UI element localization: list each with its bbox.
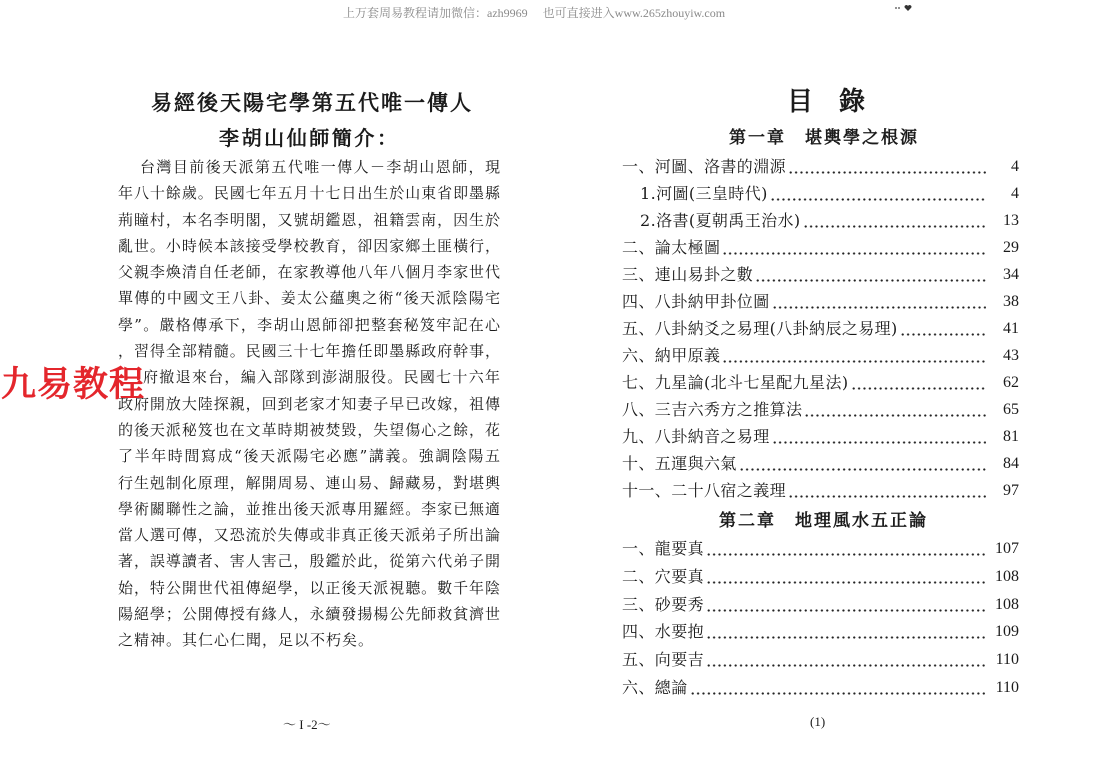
toc-entry	[622, 535, 1019, 563]
toc-entry-page: 84	[1003, 455, 1019, 472]
toc-entry-label: 1.河圖(三皇時代)	[640, 184, 768, 203]
dot-leader	[804, 396, 986, 423]
text-line: 府撤退來台，編入部隊到澎湖服役。民國七十六年	[143, 368, 500, 387]
dot-leader	[788, 477, 986, 504]
toc-entry-page: 108	[995, 595, 1019, 613]
toc-entry-page: 13	[1003, 212, 1019, 229]
dot-leader	[788, 153, 986, 180]
dot-leader	[770, 180, 986, 207]
toc-entry-label: 三、砂要秀	[622, 594, 705, 614]
toc-entry	[622, 618, 1019, 646]
text-line: 亂世。小時候本該接受學校教育，卻因家鄉土匪橫行，	[118, 236, 500, 255]
toc-entry-label: 一、河圖、洛書的淵源	[622, 157, 787, 176]
text-line: 當人選可傳，又恐流於失傳或非真正後天派弟子所出論	[118, 526, 500, 545]
toc-entry	[622, 261, 1019, 288]
toc-entry-label: 三、連山易卦之數	[622, 265, 754, 284]
text-line: 年八十餘歲。民國七年五月十七日出生於山東省即墨縣	[118, 184, 500, 203]
toc-entry-page: 43	[1003, 347, 1019, 364]
toc-entry-label: 五、八卦納爻之易理(八卦納辰之易理)	[622, 319, 898, 338]
text-line: 的後天派秘笈也在文革時期被焚毀，失望傷心之餘，花	[118, 420, 500, 439]
toc-entry-label: 二、穴要真	[622, 566, 705, 586]
toc-entry-label: 十一、二十八宿之義理	[622, 481, 787, 500]
biography-title: 易經後天陽宅學第五代唯一傳人	[151, 90, 471, 115]
text-line: 單傳的中國文王八卦、姜太公蘊奧之術“後天派陰陽宅	[118, 289, 500, 308]
dot-leader	[706, 618, 986, 646]
toc-entry	[622, 315, 1019, 342]
toc-entry-label: 十、五運與六氣	[622, 454, 737, 473]
text-line: 行生剋制化原理，解開周易、連山易、歸藏易，對堪輿	[118, 473, 500, 492]
text-line: ，習得全部精髓。民國三十七年擔任即墨縣政府幹事，	[118, 342, 500, 361]
toc-entry	[622, 234, 1019, 261]
toc-list-chapter-1	[622, 153, 1019, 504]
dot-leader	[772, 288, 986, 315]
toc-entry-label: 2.洛書(夏朝禹王治水)	[640, 211, 801, 230]
toc-entry	[622, 207, 1019, 234]
dot-leader	[772, 423, 986, 450]
biography-text	[118, 154, 500, 654]
text-line: 學”。嚴格傳承下，李胡山恩師卻把整套秘笈牢記在心	[118, 315, 500, 334]
toc-entry-label: 九、八卦納音之易理	[622, 427, 770, 446]
dot-leader	[706, 646, 986, 674]
text-line: 父親李煥清自任老師，在家教導他八年八個月李家世代	[118, 263, 500, 282]
left-page-number: ～ I -2～	[283, 717, 331, 732]
toc-entry-label: 四、水要抱	[622, 622, 705, 642]
toc-list-chapter-2	[622, 535, 1019, 702]
toc-entry	[622, 180, 1019, 207]
toc-entry	[622, 674, 1019, 702]
toc-entry-label: 一、龍要真	[622, 539, 705, 558]
toc-entry	[622, 450, 1019, 477]
dot-leader	[755, 261, 986, 288]
toc-entry-label: 六、總論	[622, 677, 688, 697]
dot-leader	[803, 207, 986, 234]
toc-entry	[622, 369, 1019, 396]
dot-leader	[722, 234, 986, 261]
toc-entry-page: 107	[995, 540, 1019, 557]
toc-entry-page: 109	[995, 623, 1019, 641]
text-line: 著，誤導讀者、害人害己，殷鑑於此，從第六代弟子開	[118, 552, 500, 571]
dot-leader	[739, 450, 986, 477]
toc-entry	[622, 423, 1019, 450]
toc-entry-page: 110	[995, 678, 1019, 696]
toc-entry	[622, 646, 1019, 674]
text-line: 始，特公開世代祖傳絕學，以正後天派視聽。數千年陰	[118, 578, 500, 597]
toc-entry-page: 4	[1011, 158, 1019, 175]
text-line: 台灣目前後天派第五代唯一傳人－李胡山恩師，現	[140, 158, 500, 176]
dot-leader	[706, 591, 986, 619]
toc-entry-page: 108	[995, 567, 1019, 585]
toc-entry	[622, 477, 1019, 504]
text-line: 陽絕學；公開傳授有緣人，永續發揚楊公先師救貧濟世	[118, 605, 500, 624]
dot-leader	[706, 535, 986, 563]
text-line: 了半年時間寫成“後天派陽宅必應”講義。強調陰陽五	[118, 447, 500, 466]
toc-entry	[622, 591, 1019, 619]
toc-entry-label: 五、向要吉	[622, 650, 705, 670]
watermark-stamp: 九易教程	[1, 365, 146, 405]
toc-entry-page: 81	[1003, 428, 1019, 445]
dot-leader	[722, 342, 986, 369]
dot-leader	[851, 369, 987, 396]
scan-mark-icon	[893, 3, 915, 13]
toc-entry-label: 六、納甲原義	[622, 346, 721, 365]
toc-entry-page: 62	[1003, 374, 1019, 391]
toc-entry	[622, 288, 1019, 315]
dot-leader	[690, 674, 986, 702]
toc-entry-page: 34	[1003, 266, 1019, 283]
chapter-heading: 第一章 堪輿學之根源	[729, 128, 919, 148]
toc-entry-page: 97	[1003, 482, 1019, 499]
toc-title: 目 錄	[787, 87, 866, 117]
toc-entry	[622, 342, 1019, 369]
text-line: 之精神。其仁心仁聞，足以不朽矣。	[118, 631, 375, 650]
biography-subtitle: 李胡山仙師簡介：	[219, 126, 397, 150]
toc-entry-label: 八、三吉六秀方之推算法	[622, 400, 803, 419]
toc-entry-page: 4	[1011, 185, 1019, 202]
toc-entry-page: 38	[1003, 293, 1019, 310]
right-page-number: (1)	[810, 714, 826, 729]
toc-entry-page: 41	[1003, 320, 1019, 337]
toc-entry-label: 二、論太極圖	[622, 238, 721, 257]
toc-entry	[622, 153, 1019, 180]
toc-entry-label: 四、八卦納甲卦位圖	[622, 292, 770, 311]
text-line: 政府開放大陸探親，回到老家才知妻子早已改嫁，祖傳	[118, 394, 500, 413]
toc-entry-page: 65	[1003, 401, 1019, 418]
chapter-heading: 第二章 地理風水五正論	[719, 511, 928, 531]
text-line: 學術關聯性之論，並推出後天派專用羅經。李家已無適	[118, 499, 500, 518]
header-notice: 上万套周易教程请加微信：azh9969 也可直接进入www.265zhouyiw.com	[343, 6, 726, 20]
dot-leader	[900, 315, 986, 342]
toc-entry-page: 110	[995, 651, 1019, 669]
toc-entry	[622, 563, 1019, 591]
toc-entry-page: 29	[1003, 239, 1019, 256]
toc-entry	[622, 396, 1019, 423]
dot-leader	[706, 563, 986, 591]
toc-entry-label: 七、九星論(北斗七星配九星法)	[622, 373, 849, 392]
text-line: 荊瞳村，本名李明閣，又號胡鑑恩，祖籍雲南，因生於	[118, 210, 500, 229]
